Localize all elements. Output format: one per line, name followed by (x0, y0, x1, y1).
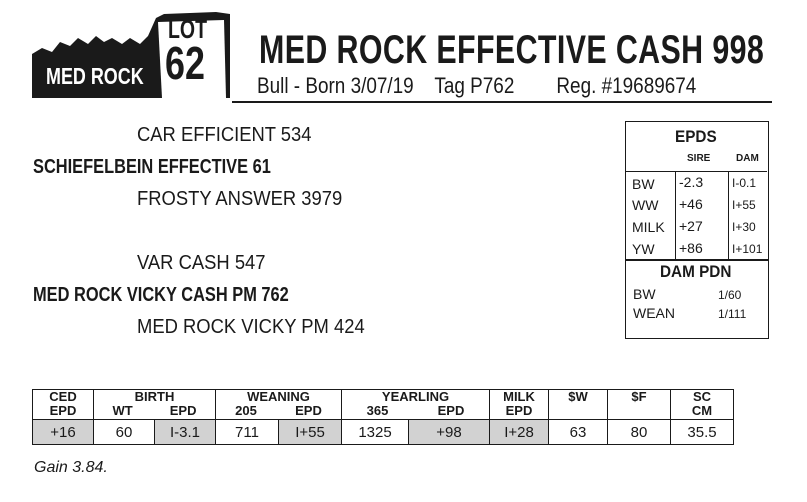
value-yearling-365: 1325 (342, 420, 409, 445)
value-weaning-epd: I+55 (279, 420, 342, 445)
value-weaning-205: 711 (216, 420, 279, 445)
value-ced-epd: +16 (33, 420, 94, 445)
header-sublabel: WT (112, 403, 133, 418)
pedigree-sire-dam: FROSTY ANSWER 3979 (137, 188, 343, 210)
value-sf: 80 (608, 420, 671, 445)
epd-dam-value: I-0.1 (732, 176, 757, 190)
header-label: YEARLING (381, 389, 450, 404)
header-label: SC (692, 389, 712, 404)
epd-sire-value: -2.3 (679, 174, 704, 190)
value-sc-cm: 35.5 (671, 420, 734, 445)
gain-note: Gain 3.84. (34, 459, 108, 476)
value-yearling-epd: +98 (409, 420, 490, 445)
epd-label: YW (632, 241, 655, 257)
performance-table (32, 389, 734, 445)
header-birth (94, 390, 216, 420)
header-label: $W (568, 389, 588, 404)
epd-label: MILK (632, 219, 665, 235)
lot-label: LOT (168, 14, 207, 44)
dam-pdn-value: 1/111 (718, 307, 747, 321)
pedigree-sire: SCHIEFELBEIN EFFECTIVE 61 (33, 156, 271, 178)
header-sublabel: EPD (505, 403, 533, 418)
table-header-row (33, 390, 734, 420)
value-birth-epd: I-3.1 (155, 420, 216, 445)
value-sw: 63 (549, 420, 608, 445)
header-sublabel: EPD (169, 403, 197, 418)
header-label: BIRTH (134, 389, 175, 404)
ranch-name: MED ROCK (46, 63, 144, 89)
value-birth-wt: 60 (94, 420, 155, 445)
epds-dam-header: DAM (736, 153, 759, 164)
header-weaning (216, 390, 342, 420)
header-sublabel: 365 (366, 403, 389, 418)
epd-col-divider (675, 171, 676, 259)
header-rule (232, 101, 772, 103)
value-milk-epd: I+28 (490, 420, 549, 445)
epd-col-divider (728, 171, 729, 259)
epds-title: EPDS (675, 127, 717, 146)
epd-dam-value: I+55 (732, 198, 756, 212)
lot-number: 62 (165, 37, 205, 89)
header-label: $F (631, 389, 647, 404)
header-sf (608, 390, 671, 420)
header-label: CED (49, 389, 77, 404)
header-sublabel: CM (691, 403, 713, 418)
table-values-row (33, 420, 734, 445)
header-sublabel: 205 (235, 403, 257, 418)
header-sublabel: EPD (295, 403, 322, 418)
animal-info: Bull - Born 3/07/19 Tag P762 Reg. #19689674 (257, 73, 697, 98)
header-yearling (342, 390, 490, 420)
pedigree-dam-dam: MED ROCK VICKY PM 424 (137, 316, 365, 338)
epd-divider (625, 259, 768, 261)
dam-pdn-title: DAM PDN (660, 262, 732, 281)
pedigree-dam-sire: VAR CASH 547 (137, 252, 266, 274)
pedigree-dam: MED ROCK VICKY CASH PM 762 (33, 284, 289, 306)
header-sc (671, 390, 734, 420)
dam-pdn-value: 1/60 (718, 288, 742, 302)
header-sublabel: EPD (437, 403, 465, 418)
dam-pdn-label: BW (633, 286, 656, 302)
header-label: MILK (503, 389, 535, 404)
header-ced (33, 390, 94, 420)
epd-sire-value: +46 (679, 196, 703, 212)
epds-sire-header: SIRE (687, 153, 711, 164)
header-sw (549, 390, 608, 420)
epd-sire-value: +86 (679, 240, 703, 256)
header-sublabel: EPD (49, 403, 77, 418)
epd-dam-value: I+101 (732, 242, 763, 256)
epd-dam-value: I+30 (732, 220, 756, 234)
header-milk (490, 390, 549, 420)
dam-pdn-label: WEAN (633, 305, 675, 321)
epd-label: BW (632, 176, 655, 192)
epd-sire-value: +27 (679, 218, 703, 234)
animal-name: MED ROCK EFFECTIVE CASH 998 (259, 28, 765, 72)
pedigree-sire-sire: CAR EFFICIENT 534 (137, 124, 312, 146)
epd-label: WW (632, 197, 659, 213)
header-label: WEANING (247, 389, 310, 404)
